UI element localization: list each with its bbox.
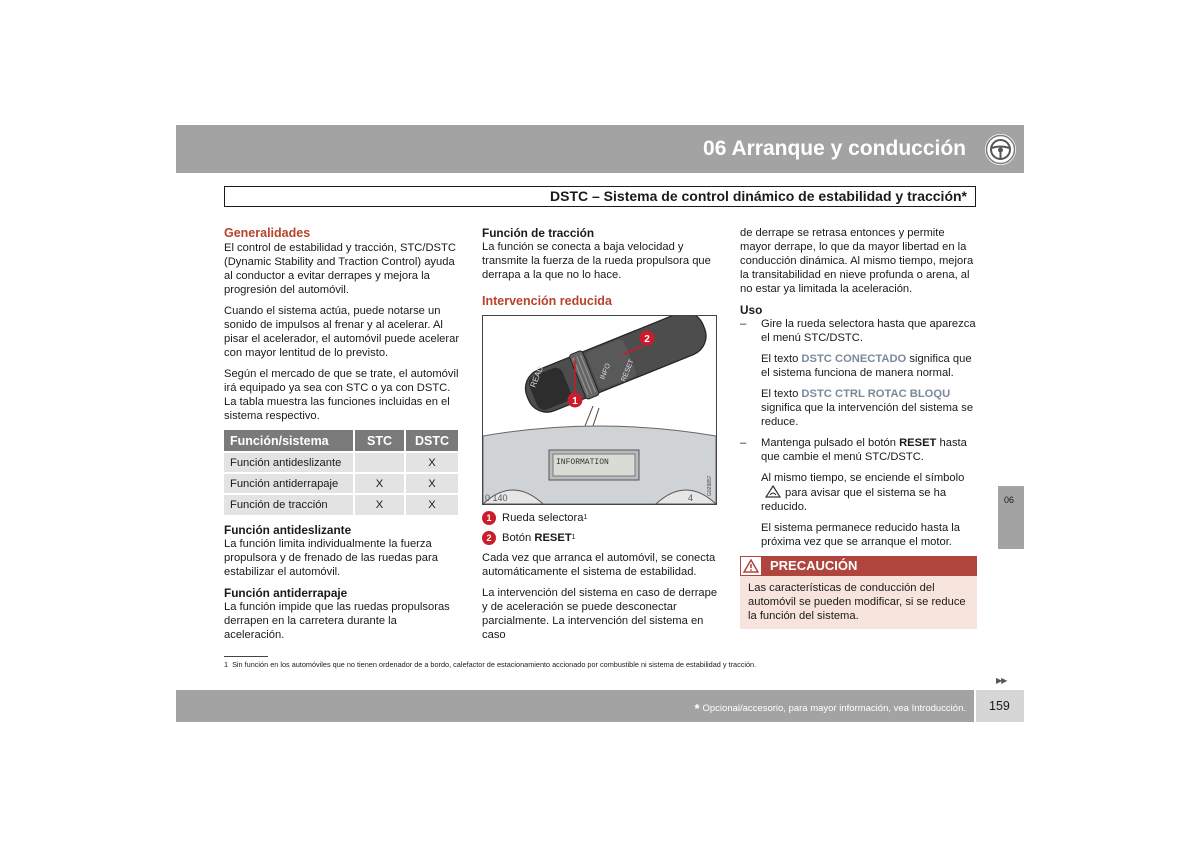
table-cell: Función antideslizante [224, 452, 354, 473]
heading-antiderrapaje: Función antiderrapaje [224, 586, 348, 600]
footnote-rule [224, 656, 268, 657]
caution-header [740, 556, 977, 576]
paragraph-antiderrapaje: La función impide que las ruedas propulsoras derrapen en la carretera durante la aceleración. [224, 601, 450, 641]
paragraph-intervencion: La intervención del sistema en caso de derrape y de aceleración se puede desconectar parcialmente. La intervención del sistema en caso [482, 587, 718, 641]
step-1-note-b [740, 387, 977, 429]
heading-intervencion-reducida: Intervención reducida [482, 294, 612, 308]
caution-text: Las características de conducción del automóvil se pueden modificar, si se reduce la función del sistema. [740, 576, 977, 629]
step-2-note-a [740, 471, 977, 514]
heading-traccion: Función de tracción [482, 226, 595, 240]
legend-label-1: Rueda selectora [502, 512, 584, 524]
reset-bold: RESET [899, 437, 937, 449]
dash-bullet: – [740, 437, 747, 449]
table-row [224, 452, 458, 473]
gauge-left: 0 140 [485, 493, 508, 503]
step-2-note-b: El sistema permanece reducido hasta la próxima vez que se arranque el motor. [761, 522, 960, 548]
paragraph-antideslizante: La función limita individualmente la fuerza propulsora y de frenado de las ruedas para estabilizar el automóvil. [224, 538, 438, 578]
callout-2: 2 [644, 334, 650, 345]
chapter-header [176, 125, 1024, 173]
paragraph-market: Según el mercado de que se trate, el automóvil irá equipado ya sea con STC o ya con DSTC. La tabla muestra las funciones incluidas en el sistema respectivo. [224, 368, 459, 422]
text-fragment: para avisar que el sistema se ha reducido. [761, 487, 947, 513]
caution-title: PRECAUCIÓN [770, 558, 858, 573]
column-2 [482, 226, 720, 649]
table-row [224, 494, 458, 515]
figure-code: G029857 [707, 475, 713, 496]
text-fragment: El texto [761, 388, 802, 400]
table-cell: X [354, 494, 405, 515]
text-fragment: Mantenga pulsado el botón [761, 437, 900, 449]
table-cell: X [354, 473, 405, 494]
text-fragment: hasta que cambie el menú STC/DSTC. [761, 437, 967, 463]
steering-wheel-icon [985, 134, 1016, 165]
callout-badge-1: 1 [482, 511, 496, 525]
read-label: READ [528, 364, 546, 389]
section-title-box [224, 186, 976, 207]
table-cell: Función de tracción [224, 494, 354, 515]
page-number: 159 [989, 699, 1010, 713]
stability-warning-icon [765, 485, 781, 498]
heading-uso: Uso [740, 303, 763, 317]
legend-item-2: 2 Botón RESET 1 [482, 531, 720, 545]
text-fragment: Al mismo tiempo, se enciende el símbolo [761, 472, 965, 484]
callout-badge-2: 2 [482, 531, 496, 545]
display-text: INFORMATION [556, 458, 609, 467]
text-fragment: significa que el sistema funciona de manera normal. [761, 353, 972, 379]
footer-note [694, 701, 966, 716]
info-label: INFO [599, 362, 613, 381]
paragraph-continued: de derrape se retrasa entonces y permite mayor derrape, lo que da mayor libertad en la conducción dinámica. Al mismo tiempo, mejora la transitabilidad en nieve profunda o arena, al no estar ya limitada la aceleración. [740, 227, 974, 295]
table-cell: X [405, 494, 458, 515]
chapter-title: 06 Arranque y conducción [703, 137, 966, 160]
asterisk: * [694, 701, 700, 716]
table-cell: X [405, 473, 458, 494]
reset-label: RESET [620, 358, 636, 383]
callout-1: 1 [572, 396, 578, 407]
footnote-text: Sin función en los automóviles que no tienen ordenador de a bordo, calefactor de estacionamiento accionado por combustible ni sistema de estabilidad y tracción. [232, 660, 757, 669]
table-header-cell: STC [354, 430, 405, 452]
function-table [224, 430, 458, 515]
paragraph-sound: Cuando el sistema actúa, puede notarse un sonido de impulsos al frenar y al acelerar. Al pisar el acelerador, el automóvil puede acelerar con mayor lentitud de lo previsto. [224, 305, 460, 359]
step-1 [740, 317, 977, 345]
legend-item-1: 1 Rueda selectora 1 [482, 511, 720, 525]
side-tab-label: 06 [1004, 495, 1015, 505]
paragraph-cada-vez: Cada vez que arranca el automóvil, se conecta automáticamente el sistema de estabilidad. [482, 552, 716, 578]
column-1 [224, 226, 460, 649]
caution-box [740, 556, 977, 629]
chapter-side-tab [998, 486, 1024, 549]
gauge-right: 4 [688, 493, 694, 503]
step-2-text [761, 436, 977, 464]
table-cell: X [405, 452, 458, 473]
table-header-row [224, 430, 458, 452]
step-1-text: Gire la rueda selectora hasta que aparezca el menú STC/DSTC. [761, 318, 976, 344]
text-fragment: El texto [761, 353, 802, 365]
heading-generalidades: Generalidades [224, 226, 311, 240]
footer-bar [176, 690, 974, 722]
legend-label-2-prefix: Botón [502, 532, 532, 544]
footnote [224, 660, 756, 669]
section-title: DSTC – Sistema de control dinámico de estabilidad y tracción* [550, 188, 967, 204]
paragraph-traccion: La función se conecta a baja velocidad y transmite la fuerza de la rueda propulsora que derrapa a la que no lo hace. [482, 241, 711, 281]
text-fragment: significa que la intervención del sistema se reduce. [761, 402, 974, 428]
table-header-cell: DSTC [405, 430, 458, 452]
legend-label-2-bold: RESET [534, 532, 572, 544]
highlight-dstc-ctrl: DSTC CTRL ROTAC BLOQU [801, 388, 951, 400]
next-page-arrows-icon: ▶▶ [996, 676, 1007, 685]
dash-bullet: – [740, 318, 747, 330]
paragraph-intro: El control de estabilidad y tracción, STC/DSTC (Dynamic Stability and Traction Control) ayuda al conductor a evitar derrapes y mejora la progresión del automóvil. [224, 242, 456, 296]
footnote-mark: 1 [224, 660, 229, 669]
table-cell: Función antiderrapaje [224, 473, 354, 494]
highlight-dstc-conectado: DSTC CONECTADO [801, 353, 907, 365]
table-header-cell: Función/sistema [224, 430, 354, 452]
warning-triangle-icon [740, 556, 762, 576]
step-2 [740, 436, 977, 464]
table-row [224, 473, 458, 494]
heading-antideslizante: Función antideslizante [224, 523, 352, 537]
footer-note-text: Opcional/accesorio, para mayor información, vea Introducción. [702, 703, 966, 714]
step-1-note-a [740, 352, 977, 380]
page-number-box [976, 690, 1024, 722]
stalk-illustration [482, 315, 717, 505]
column-3 [740, 226, 977, 629]
table-cell [354, 452, 405, 473]
